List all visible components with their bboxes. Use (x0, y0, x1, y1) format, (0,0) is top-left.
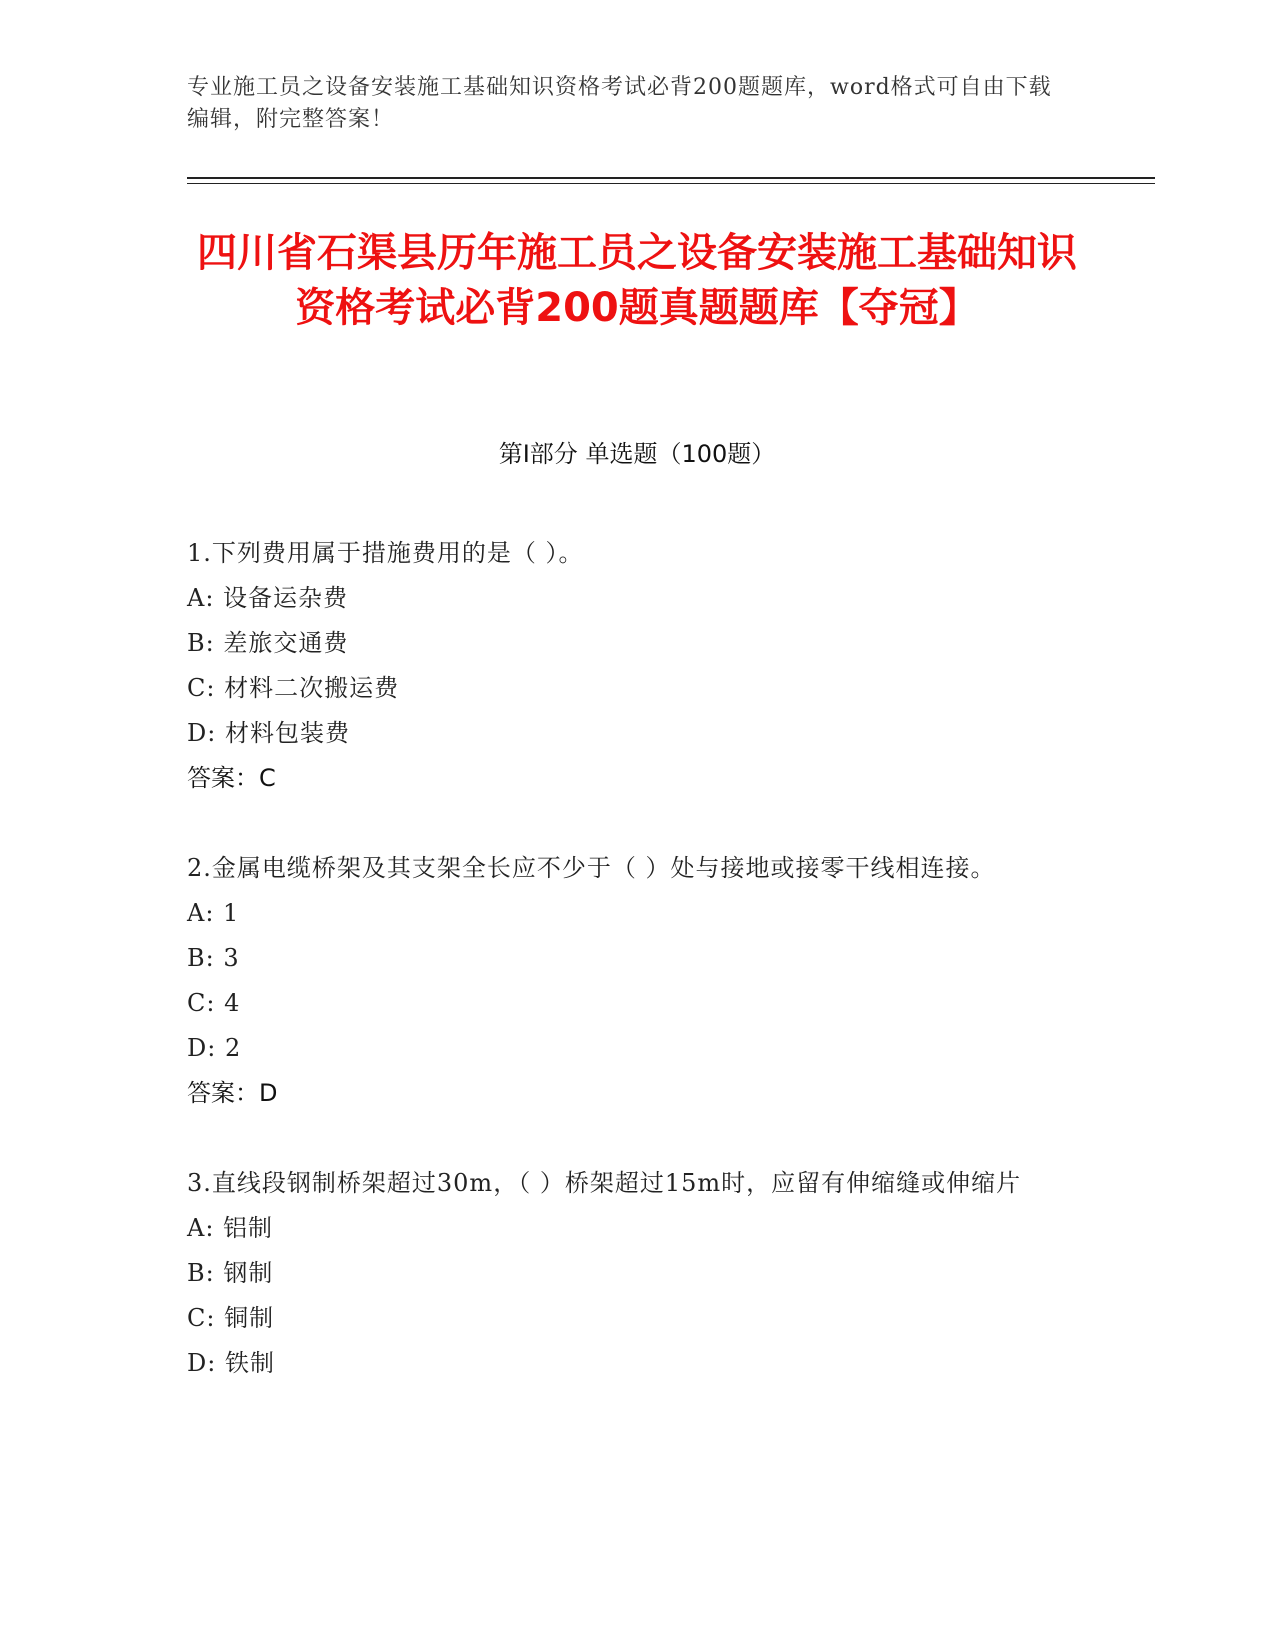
answer-line: 答案：C (187, 764, 276, 792)
question-stem: 3.直线段钢制桥架超过30m，（ ）桥架超过15m时，应留有伸缩缝或伸缩片 (187, 1169, 1022, 1197)
option-d: D: 铁制 (187, 1349, 275, 1377)
option-c: C: 4 (187, 989, 241, 1017)
question-list (187, 531, 1087, 1431)
question-3 (187, 1161, 1087, 1386)
document-intro: 专业施工员之设备安装施工基础知识资格考试必背200题题库，word格式可自由下载编辑，附完整答案！ (187, 75, 1052, 132)
header-divider-thin (187, 183, 1155, 184)
option-d: D: 2 (187, 1034, 242, 1062)
header-divider-thick (187, 177, 1155, 179)
option-a: A: 1 (187, 899, 240, 927)
question-stem: 2.金属电缆桥架及其支架全长应不少于（ ）处与接地或接零干线相连接。 (187, 854, 996, 882)
question-1 (187, 531, 1087, 801)
option-a: A: 铝制 (187, 1214, 274, 1242)
option-b: B: 差旅交通费 (187, 629, 349, 657)
option-c: C: 材料二次搬运费 (187, 674, 400, 702)
document-title: 四川省石渠县历年施工员之设备安装施工基础知识资格考试必背200题真题题库【夺冠】 (197, 230, 1077, 331)
option-d: D: 材料包装费 (187, 719, 350, 747)
option-c: C: 铜制 (187, 1304, 275, 1332)
option-b: B: 3 (187, 944, 240, 972)
option-b: B: 钢制 (187, 1259, 274, 1287)
section-heading: 第I部分 单选题（100题） (498, 440, 776, 468)
option-a: A: 设备运杂费 (187, 584, 349, 612)
answer-line: 答案：D (187, 1079, 278, 1107)
question-stem: 1.下列费用属于措施费用的是（ ）。 (187, 539, 584, 567)
question-2 (187, 846, 1087, 1116)
